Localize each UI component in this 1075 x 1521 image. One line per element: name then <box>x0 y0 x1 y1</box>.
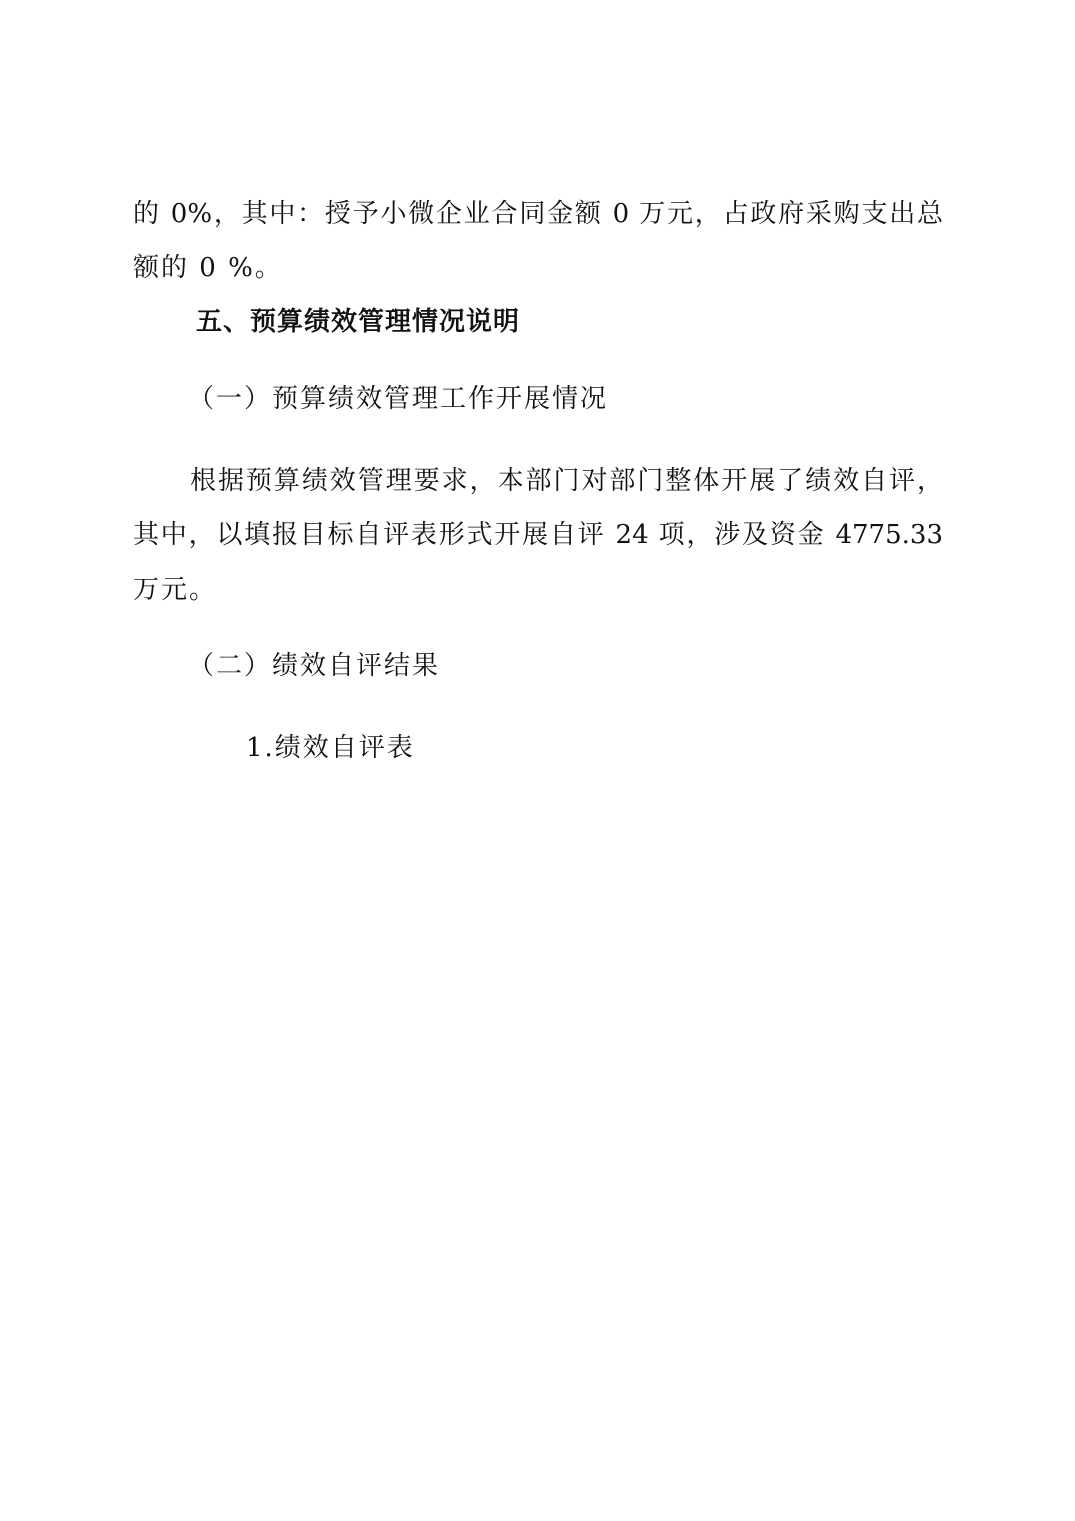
list-item: 1.绩效自评表 <box>246 733 415 763</box>
paragraph-line: 根据预算绩效管理要求，本部门对部门整体开展了绩效自评， <box>190 466 943 496</box>
paragraph-line: 万元。 <box>133 575 218 605</box>
subsection-heading: （一）预算绩效管理工作开展情况 <box>188 384 609 414</box>
paragraph-line: 的 0%，其中：授予小微企业合同金额 0 万元，占政府采购支出总 <box>133 199 943 229</box>
paragraph-line: 额的 0 %。 <box>133 253 283 283</box>
section-heading: 五、预算绩效管理情况说明 <box>196 307 521 337</box>
paragraph-line: 其中，以填报目标自评表形式开展自评 24 项，涉及资金 4775.33 <box>133 520 943 550</box>
subsection-heading: （二）绩效自评结果 <box>188 651 441 681</box>
